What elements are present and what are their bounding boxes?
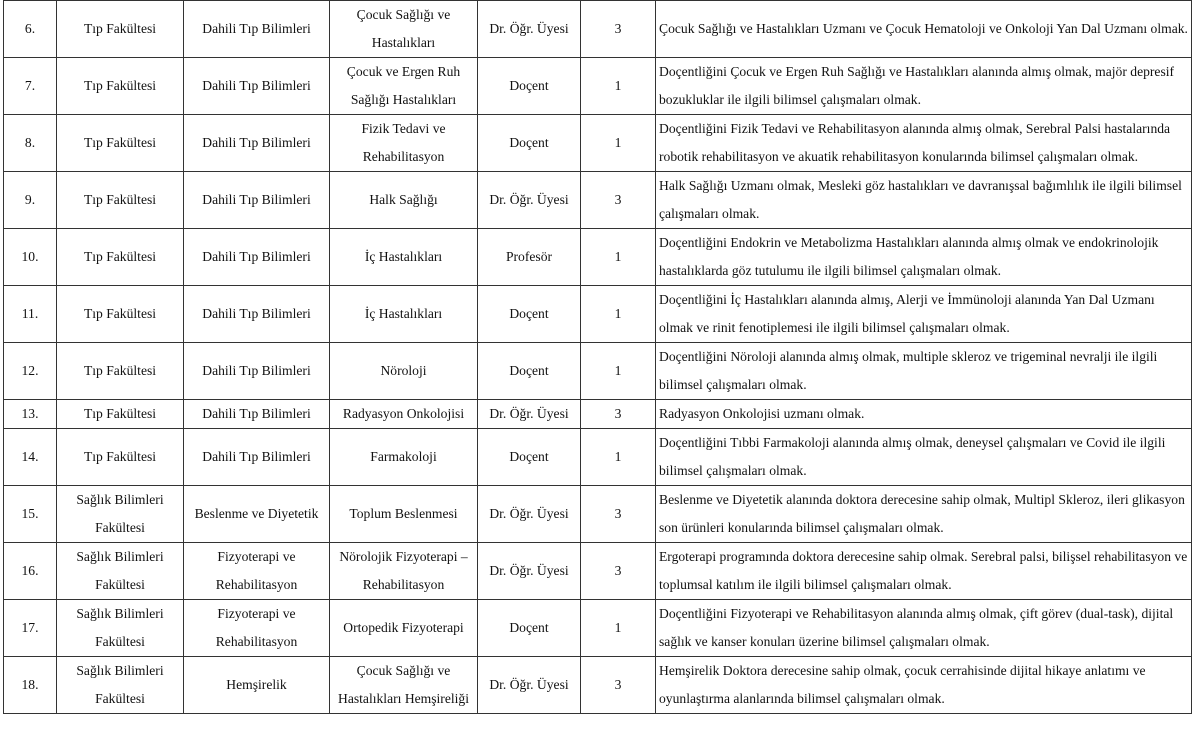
count-cell: 1 [581,58,656,115]
count-cell: 1 [581,429,656,486]
faculty-cell: Sağlık Bilimleri Fakültesi [57,657,184,714]
requirement-cell: Doçentliğini Fizik Tedavi ve Rehabilitasyon alanında almış olmak, Serebral Palsi hastalarında robotik rehabilitasyon ve akuatik rehabilitasyon konularında bilimsel çalışmaları olmak. [656,115,1192,172]
faculty-cell: Tıp Fakültesi [57,229,184,286]
count-cell: 1 [581,229,656,286]
department-cell: Dahili Tıp Bilimleri [184,115,330,172]
title-cell: Dr. Öğr. Üyesi [478,657,581,714]
department-cell: Dahili Tıp Bilimleri [184,229,330,286]
table-row [4,1,1192,58]
title-cell: Dr. Öğr. Üyesi [478,400,581,429]
title-cell: Dr. Öğr. Üyesi [478,486,581,543]
row-number: 15. [4,486,57,543]
table-row [4,229,1192,286]
table-row [4,58,1192,115]
title-cell: Profesör [478,229,581,286]
department-cell: Dahili Tıp Bilimleri [184,172,330,229]
faculty-cell: Tıp Fakültesi [57,172,184,229]
row-number: 13. [4,400,57,429]
department-cell: Dahili Tıp Bilimleri [184,400,330,429]
requirement-cell: Doçentliğini Tıbbi Farmakoloji alanında almış olmak, deneysel çalışmaları ve Covid ile ilgili bilimsel çalışmaları olmak. [656,429,1192,486]
requirement-cell: Ergoterapi programında doktora derecesine sahip olmak. Serebral palsi, bilişsel rehabilitasyon ve toplumsal katılım ile ilgili bilimsel çalışmaları olmak. [656,543,1192,600]
title-cell: Doçent [478,429,581,486]
row-number: 8. [4,115,57,172]
table-row [4,600,1192,657]
program-cell: Nöroloji [330,343,478,400]
faculty-cell: Sağlık Bilimleri Fakültesi [57,600,184,657]
table-row [4,486,1192,543]
count-cell: 3 [581,657,656,714]
title-cell: Doçent [478,600,581,657]
table-row [4,172,1192,229]
requirement-cell: Hemşirelik Doktora derecesine sahip olmak, çocuk cerrahisinde dijital hikaye anlatımı ve oyunlaştırma alanlarında bilimsel çalışmaları olmak. [656,657,1192,714]
faculty-cell: Tıp Fakültesi [57,1,184,58]
faculty-cell: Tıp Fakültesi [57,429,184,486]
table-row [4,657,1192,714]
count-cell: 3 [581,543,656,600]
requirement-cell: Halk Sağlığı Uzmanı olmak, Mesleki göz hastalıkları ve davranışsal bağımlılık ile ilgili bilimsel çalışmaları olmak. [656,172,1192,229]
requirement-cell: Doçentliğini Fizyoterapi ve Rehabilitasyon alanında almış olmak, çift görev (dual-task), dijital sağlık ve kanser konuları üzerine bilimsel çalışmaları olmak. [656,600,1192,657]
program-cell: Çocuk ve Ergen Ruh Sağlığı Hastalıkları [330,58,478,115]
title-cell: Doçent [478,286,581,343]
title-cell: Dr. Öğr. Üyesi [478,1,581,58]
table-row [4,543,1192,600]
faculty-cell: Sağlık Bilimleri Fakültesi [57,486,184,543]
positions-table-body [4,1,1192,714]
requirement-cell: Doçentliğini Nöroloji alanında almış olmak, multiple skleroz ve trigeminal nevralji ile ilgili bilimsel çalışmaları olmak. [656,343,1192,400]
count-cell: 3 [581,1,656,58]
title-cell: Dr. Öğr. Üyesi [478,543,581,600]
department-cell: Beslenme ve Diyetetik [184,486,330,543]
department-cell: Dahili Tıp Bilimleri [184,1,330,58]
table-row [4,343,1192,400]
row-number: 16. [4,543,57,600]
table-row [4,400,1192,429]
department-cell: Dahili Tıp Bilimleri [184,429,330,486]
row-number: 11. [4,286,57,343]
title-cell: Doçent [478,58,581,115]
requirement-cell: Beslenme ve Diyetetik alanında doktora derecesine sahip olmak, Multipl Skleroz, ileri glikasyon son ürünleri konularında bilimsel çalışmaları olmak. [656,486,1192,543]
requirement-cell: Radyasyon Onkolojisi uzmanı olmak. [656,400,1192,429]
row-number: 17. [4,600,57,657]
department-cell: Dahili Tıp Bilimleri [184,343,330,400]
program-cell: İç Hastalıkları [330,229,478,286]
row-number: 7. [4,58,57,115]
program-cell: Nörolojik Fizyoterapi – Rehabilitasyon [330,543,478,600]
faculty-cell: Tıp Fakültesi [57,400,184,429]
program-cell: Toplum Beslenmesi [330,486,478,543]
row-number: 12. [4,343,57,400]
row-number: 6. [4,1,57,58]
row-number: 18. [4,657,57,714]
faculty-cell: Tıp Fakültesi [57,343,184,400]
faculty-cell: Tıp Fakültesi [57,115,184,172]
count-cell: 1 [581,343,656,400]
count-cell: 3 [581,172,656,229]
faculty-cell: Tıp Fakültesi [57,286,184,343]
department-cell: Fizyoterapi ve Rehabilitasyon [184,600,330,657]
positions-table [3,0,1192,714]
count-cell: 3 [581,400,656,429]
table-row [4,429,1192,486]
title-cell: Doçent [478,115,581,172]
program-cell: İç Hastalıkları [330,286,478,343]
row-number: 10. [4,229,57,286]
count-cell: 3 [581,486,656,543]
table-row [4,115,1192,172]
count-cell: 1 [581,115,656,172]
title-cell: Doçent [478,343,581,400]
department-cell: Dahili Tıp Bilimleri [184,286,330,343]
program-cell: Fizik Tedavi ve Rehabilitasyon [330,115,478,172]
count-cell: 1 [581,286,656,343]
faculty-cell: Sağlık Bilimleri Fakültesi [57,543,184,600]
table-row [4,286,1192,343]
department-cell: Hemşirelik [184,657,330,714]
department-cell: Dahili Tıp Bilimleri [184,58,330,115]
program-cell: Çocuk Sağlığı ve Hastalıkları [330,1,478,58]
faculty-cell: Tıp Fakültesi [57,58,184,115]
row-number: 14. [4,429,57,486]
requirement-cell: Doçentliğini İç Hastalıkları alanında almış, Alerji ve İmmünoloji alanında Yan Dal Uzmanı olmak ve rinit fenotiplemesi ile ilgili bilimsel çalışmaları olmak. [656,286,1192,343]
requirement-cell: Doçentliğini Çocuk ve Ergen Ruh Sağlığı ve Hastalıkları alanında almış olmak, majör depresif bozukluklar ile ilgili bilimsel çalışmaları olmak. [656,58,1192,115]
program-cell: Çocuk Sağlığı ve Hastalıkları Hemşireliği [330,657,478,714]
requirement-cell: Çocuk Sağlığı ve Hastalıkları Uzmanı ve Çocuk Hematoloji ve Onkoloji Yan Dal Uzmanı olmak. [656,1,1192,58]
department-cell: Fizyoterapi ve Rehabilitasyon [184,543,330,600]
program-cell: Halk Sağlığı [330,172,478,229]
program-cell: Radyasyon Onkolojisi [330,400,478,429]
program-cell: Ortopedik Fizyoterapi [330,600,478,657]
count-cell: 1 [581,600,656,657]
requirement-cell: Doçentliğini Endokrin ve Metabolizma Hastalıkları alanında almış olmak ve endokrinolojik hastalıklarda göz tutulumu ile ilgili bilimsel çalışmaları olmak. [656,229,1192,286]
program-cell: Farmakoloji [330,429,478,486]
title-cell: Dr. Öğr. Üyesi [478,172,581,229]
row-number: 9. [4,172,57,229]
